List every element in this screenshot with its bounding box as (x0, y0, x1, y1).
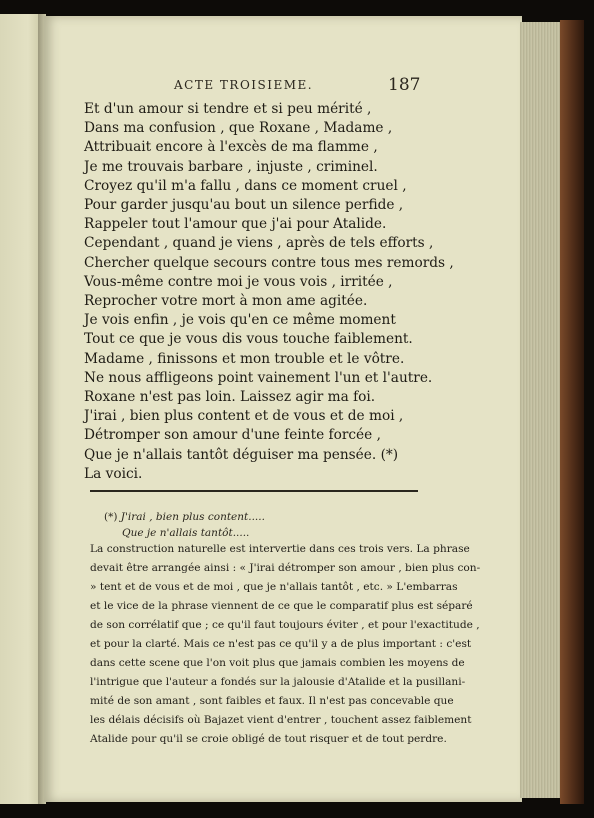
footnote-line: les délais décisifs où Bajazet vient d'entrer , touchent assez faiblement (90, 714, 472, 726)
verse-line: Je vois enfin , je vois qu'en ce même moment (84, 312, 396, 329)
footnote-line: mité de son amant , sont faibles et faux. Il n'est pas concevable que (90, 695, 454, 707)
verse-line: Reprocher votre mort à mon ame agitée. (84, 293, 368, 310)
footnote-line: Atalide pour qu'il se croie obligé de tout risquer et de tout perdre. (90, 733, 447, 745)
verse-line: Croyez qu'il m'a fallu , dans ce moment cruel , (84, 177, 407, 194)
footnote-line: de son corrélatif que ; ce qu'il faut toujours éviter , et pour l'exactitude , (90, 619, 480, 631)
facing-page-edge (0, 14, 40, 804)
verse-line: Dans ma confusion , que Roxane , Madame , (84, 120, 393, 137)
footnote-line: et pour la clarté. Mais ce n'est pas ce qu'il y a de plus important : c'est (90, 638, 472, 650)
book-cover-edge (560, 20, 584, 804)
running-head: ACTE TROISIEME. (174, 78, 314, 92)
footnote-reference (104, 511, 265, 523)
footnote-line: dans cette scene que l'on voit plus que jamais combien les moyens de (90, 657, 465, 669)
footnote-line: » tent et de vous et de moi , que je n'allais tantôt , etc. » L'embarras (90, 581, 458, 593)
verse-line: Tout ce que je vous dis vous touche faiblement. (84, 331, 413, 348)
footnote-line: La construction naturelle est intervertie dans ces trois vers. La phrase (90, 543, 470, 555)
verse-line: Rappeler tout l'amour que j'ai pour Atalide. (84, 216, 387, 233)
footnote-rule (90, 490, 418, 492)
verse-line: J'irai , bien plus content et de vous et de moi , (84, 408, 404, 425)
verse-line: Je me trouvais barbare , injuste , criminel. (84, 158, 378, 175)
verse-block (84, 100, 454, 484)
footnote-line: l'intrigue que l'auteur a fondés sur la jalousie d'Atalide et la pusillani- (90, 676, 466, 688)
verse-line: Attribuait encore à l'excès de ma flamme , (84, 139, 378, 156)
verse-line: Vous-même contre moi je vous vois , irritée , (84, 273, 393, 290)
verse-line: Ne nous affligeons point vainement l'un et l'autre. (84, 369, 433, 386)
verse-line: Chercher quelque secours contre tous mes remords , (84, 254, 454, 271)
footnote-ref-line1: J'irai , bien plus content..... (120, 511, 265, 523)
footnote-ref-line2: Que je n'allais tantôt..... (122, 527, 250, 539)
verse-line: Pour garder jusqu'au bout un silence perfide , (84, 197, 404, 214)
verse-line: Détromper son amour d'une feinte forcée , (84, 427, 381, 444)
verse-line: Et d'un amour si tendre et si peu mérité , (84, 101, 372, 117)
verse-line: Que je n'allais tantôt déguiser ma pensée. (*) (84, 446, 399, 463)
verse-line: Cependant , quand je viens , après de tels efforts , (84, 235, 434, 252)
footnote-line: devait être arrangée ainsi : « J'irai détromper son amour , bien plus con- (90, 562, 481, 574)
footnote-marker: (*) (104, 511, 118, 523)
verse-line: Roxane n'est pas loin. Laissez agir ma foi. (84, 389, 376, 406)
page-number: 187 (388, 75, 421, 95)
footnote-body (90, 540, 481, 749)
verse-line: Madame , finissons et mon trouble et le vôtre. (84, 350, 405, 367)
verse-line: La voici. (84, 465, 143, 482)
footnote-line: et le vice de la phrase viennent de ce que le comparatif plus est séparé (90, 600, 473, 612)
